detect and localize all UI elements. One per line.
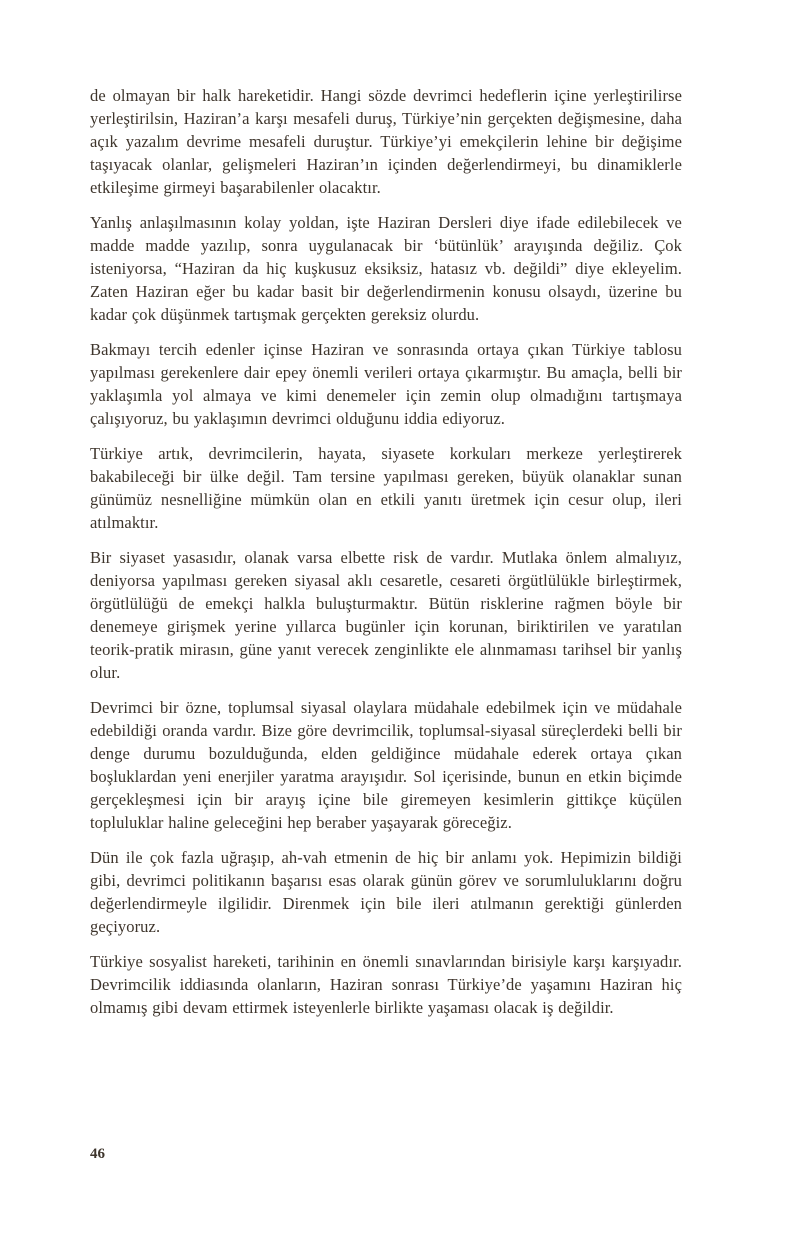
paragraph-5: Bir siyaset yasasıdır, olanak varsa elbette risk de vardır. Mutlaka önlem almalıyız, deniyorsa yapılması gereken siyasal aklı cesaretle, cesareti örgütlülükle birleştirmek, örgütlülüğü de emekçi halkla buluşturmaktır. Bütün risklerine rağmen böyle bir denemeye girişmek yerine yıllarca bugünler için korunan, biriktirilen ve yaratılan teorik-pratik mirasın, güne yanıt verecek zenginlikte ele alınmaması tarihsel bir yanlış olur. bbox=[90, 548, 682, 682]
body-text bbox=[90, 84, 682, 1031]
paragraph-2: Yanlış anlaşılmasının kolay yoldan, işte Haziran Dersleri diye ifade edilebilecek ve madde madde yazılıp, sonra uygulanacak bir ‘bütünlük’ arayışında değiliz. Çok isteniyorsa, “Haziran da hiç kuşkusuz eksiksiz, hatasız vb. değildi” diye ekleyelim. Zaten Haziran eğer bu kadar basit bir değerlendirmenin konusu olsaydı, üzerine bu kadar çok düşünmek tartışmak gerçekten gereksiz olurdu. bbox=[90, 213, 682, 324]
paragraph-7: Dün ile çok fazla uğraşıp, ah-vah etmenin de hiç bir anlamı yok. Hepimizin bildiği gibi, devrimci politikanın başarısı esas olarak günün görev ve sorumluluklarını doğru değerlendirmeyle ilgilidir. Direnmek için bile ileri atılmanın gerektiği günlerden geçiyoruz. bbox=[90, 848, 682, 936]
paragraph-8: Türkiye sosyalist hareketi, tarihinin en önemli sınavlarından birisiyle karşı karşıyadır. Devrimcilik iddiasında olanların, Haziran sonrası Türkiye’de yaşamını Haziran hiç olmamış gibi devam ettirmek isteyenlerle birlikte yaşaması olacak iş değildir. bbox=[90, 952, 682, 1017]
paragraph-6: Devrimci bir özne, toplumsal siyasal olaylara müdahale edebilmek için ve müdahale edebildiği oranda vardır. Bize göre devrimcilik, toplumsal-siyasal süreçlerdeki belli bir denge durumu bozulduğunda, elden geldiğince müdahale ederek ortaya çıkan boşluklardan yeni enerjiler yaratma arayışıdır. Sol içerisinde, bunun en etkin biçimde gerçekleşmesi için bir arayış içine bile giremeyen kesimlerin gittikçe küçülen topluluklar haline geleceğini hep beraber yaşayarak göreceğiz. bbox=[90, 698, 682, 832]
paragraph-1: de olmayan bir halk hareketidir. Hangi sözde devrimci hedeflerin içine yerleştirilirse yerleştirilsin, Haziran’a karşı mesafeli duruş, Türkiye’nin gerçekten değişmesine, daha açık yazalım devrime mesafeli duruştur. Türkiye’yi emekçilerin lehine bir değişime taşıyacak olanlar, gelişmeleri Haziran’ın içinden değerlendirmeyi, bu dinamiklerle etkileşime girmeyi başarabilenler olacaktır. bbox=[90, 86, 682, 197]
paragraph-3: Bakmayı tercih edenler içinse Haziran ve sonrasında ortaya çıkan Türkiye tablosu yapılması gerekenlere dair epey önemli verileri ortaya çıkarmıştır. Bu amaçla, belli bir yaklaşımla yol almaya ve kimi denemeler için zemin olup olmadığını tartışmaya çalışıyoruz, bu yaklaşımın devrimci olduğunu iddia ediyoruz. bbox=[90, 340, 682, 428]
page-number: 46 bbox=[90, 1146, 105, 1162]
paragraph-4: Türkiye artık, devrimcilerin, hayata, siyasete korkuları merkeze yerleştirerek bakabileceği bir ülke değil. Tam tersine yapılması gereken, büyük olanaklar sunan günümüz nesnelliğine mümkün olan en etkili yanıtı üretmek için cesur olup, ileri atılmaktır. bbox=[90, 444, 682, 532]
